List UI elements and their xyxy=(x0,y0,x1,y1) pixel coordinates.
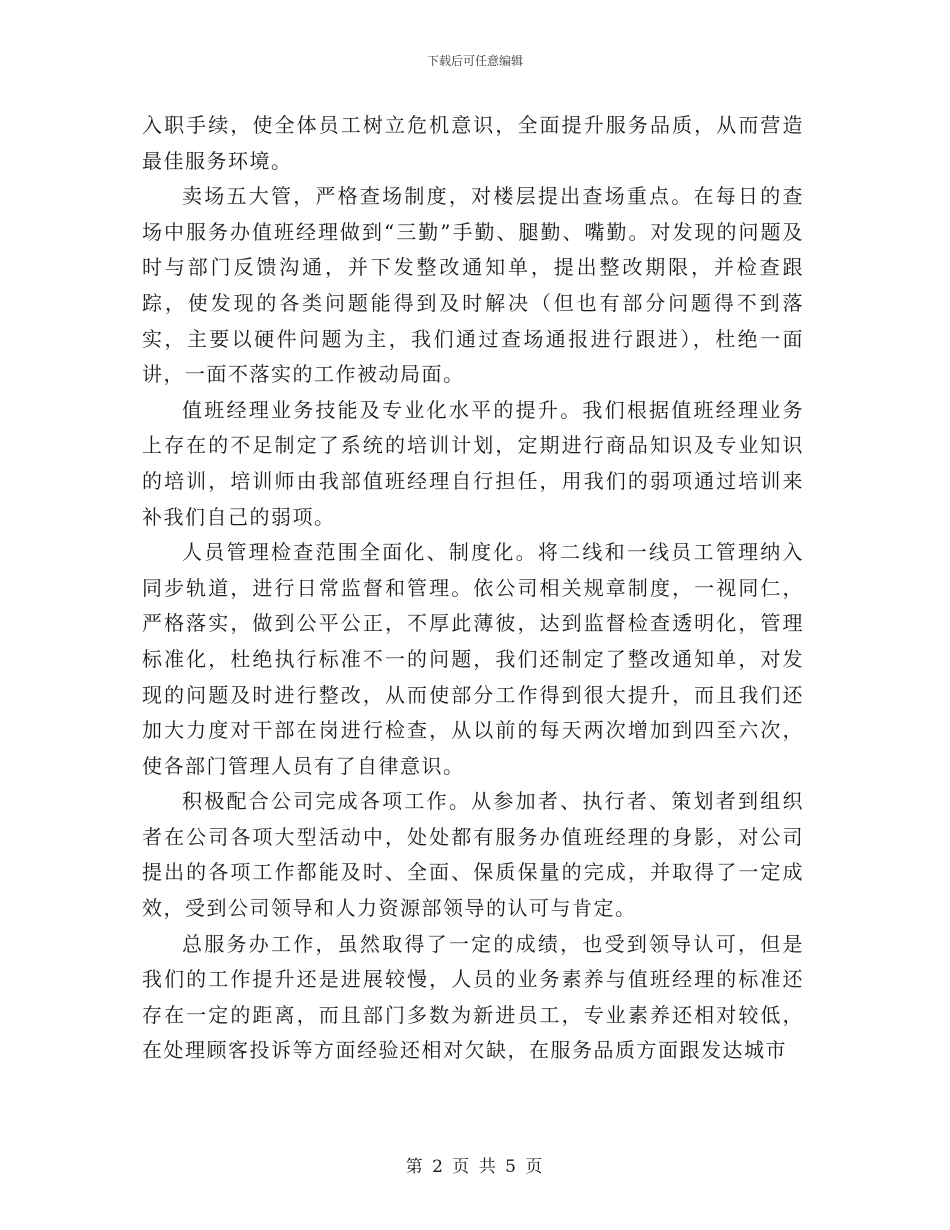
paragraph-3: 值班经理业务技能及专业化水平的提升。我们根据值班经理业务上存在的不足制定了系统的培训计划，定期进行商品知识及专业知识的培训，培训师由我部值班经理自行担任，用我们的弱项通过培训来补我们自己的弱项。 xyxy=(142,397,804,529)
paragraph-5: 积极配合公司完成各项工作。从参加者、执行者、策划者到组织者在公司各项大型活动中，处处都有服务办值班经理的身影，对公司提出的各项工作都能及时、全面、保质保量的完成，并取得了一定成效，受到公司领导和人力资源部领导的认可与肯定。 xyxy=(142,789,804,921)
paragraph-4: 人员管理检查范围全面化、制度化。将二线和一线员工管理纳入同步轨道，进行日常监督和管理。依公司相关规章制度，一视同仁，严格落实，做到公平公正，不厚此薄彼，达到监督检查透明化，管理标准化，杜绝执行标准不一的问题，我们还制定了整改通知单，对发现的问题及时进行整改，从而使部分工作得到很大提升，而且我们还加大力度对干部在岗进行检查，从以前的每天两次增加到四至六次，使各部门管理人员有了自律意识。 xyxy=(142,540,804,778)
paragraph-2: 卖场五大管，严格查场制度，对楼层提出查场重点。在每日的查场中服务办值班经理做到“三勤”手勤、腿勤、嘴勤。对发现的问题及时与部门反馈沟通，并下发整改通知单，提出整改期限，并检查跟踪，使发现的各类问题能得到及时解决（但也有部分问题得不到落实，主要以硬件问题为主，我们通过查场通报进行跟进），杜绝一面讲，一面不落实的工作被动局面。 xyxy=(142,184,804,387)
page-header: 下载后可任意编辑 xyxy=(426,54,523,68)
document-body xyxy=(142,108,804,1069)
page-footer: 第 2 页 共 5 页 xyxy=(405,1157,545,1177)
paragraph-1: 入职手续，使全体员工树立危机意识，全面提升服务品质，从而营造最佳服务环境。 xyxy=(142,113,804,173)
paragraph-6: 总服务办工作，虽然取得了一定的成绩，也受到领导认可，但是我们的工作提升还是进展较慢，人员的业务素养与值班经理的标准还存在一定的距离，而且部门多数为新进员工，专业素养还相对较低，在处理顾客投诉等方面经验还相对欠缺，在服务品质方面跟发达城市 xyxy=(142,931,804,1063)
